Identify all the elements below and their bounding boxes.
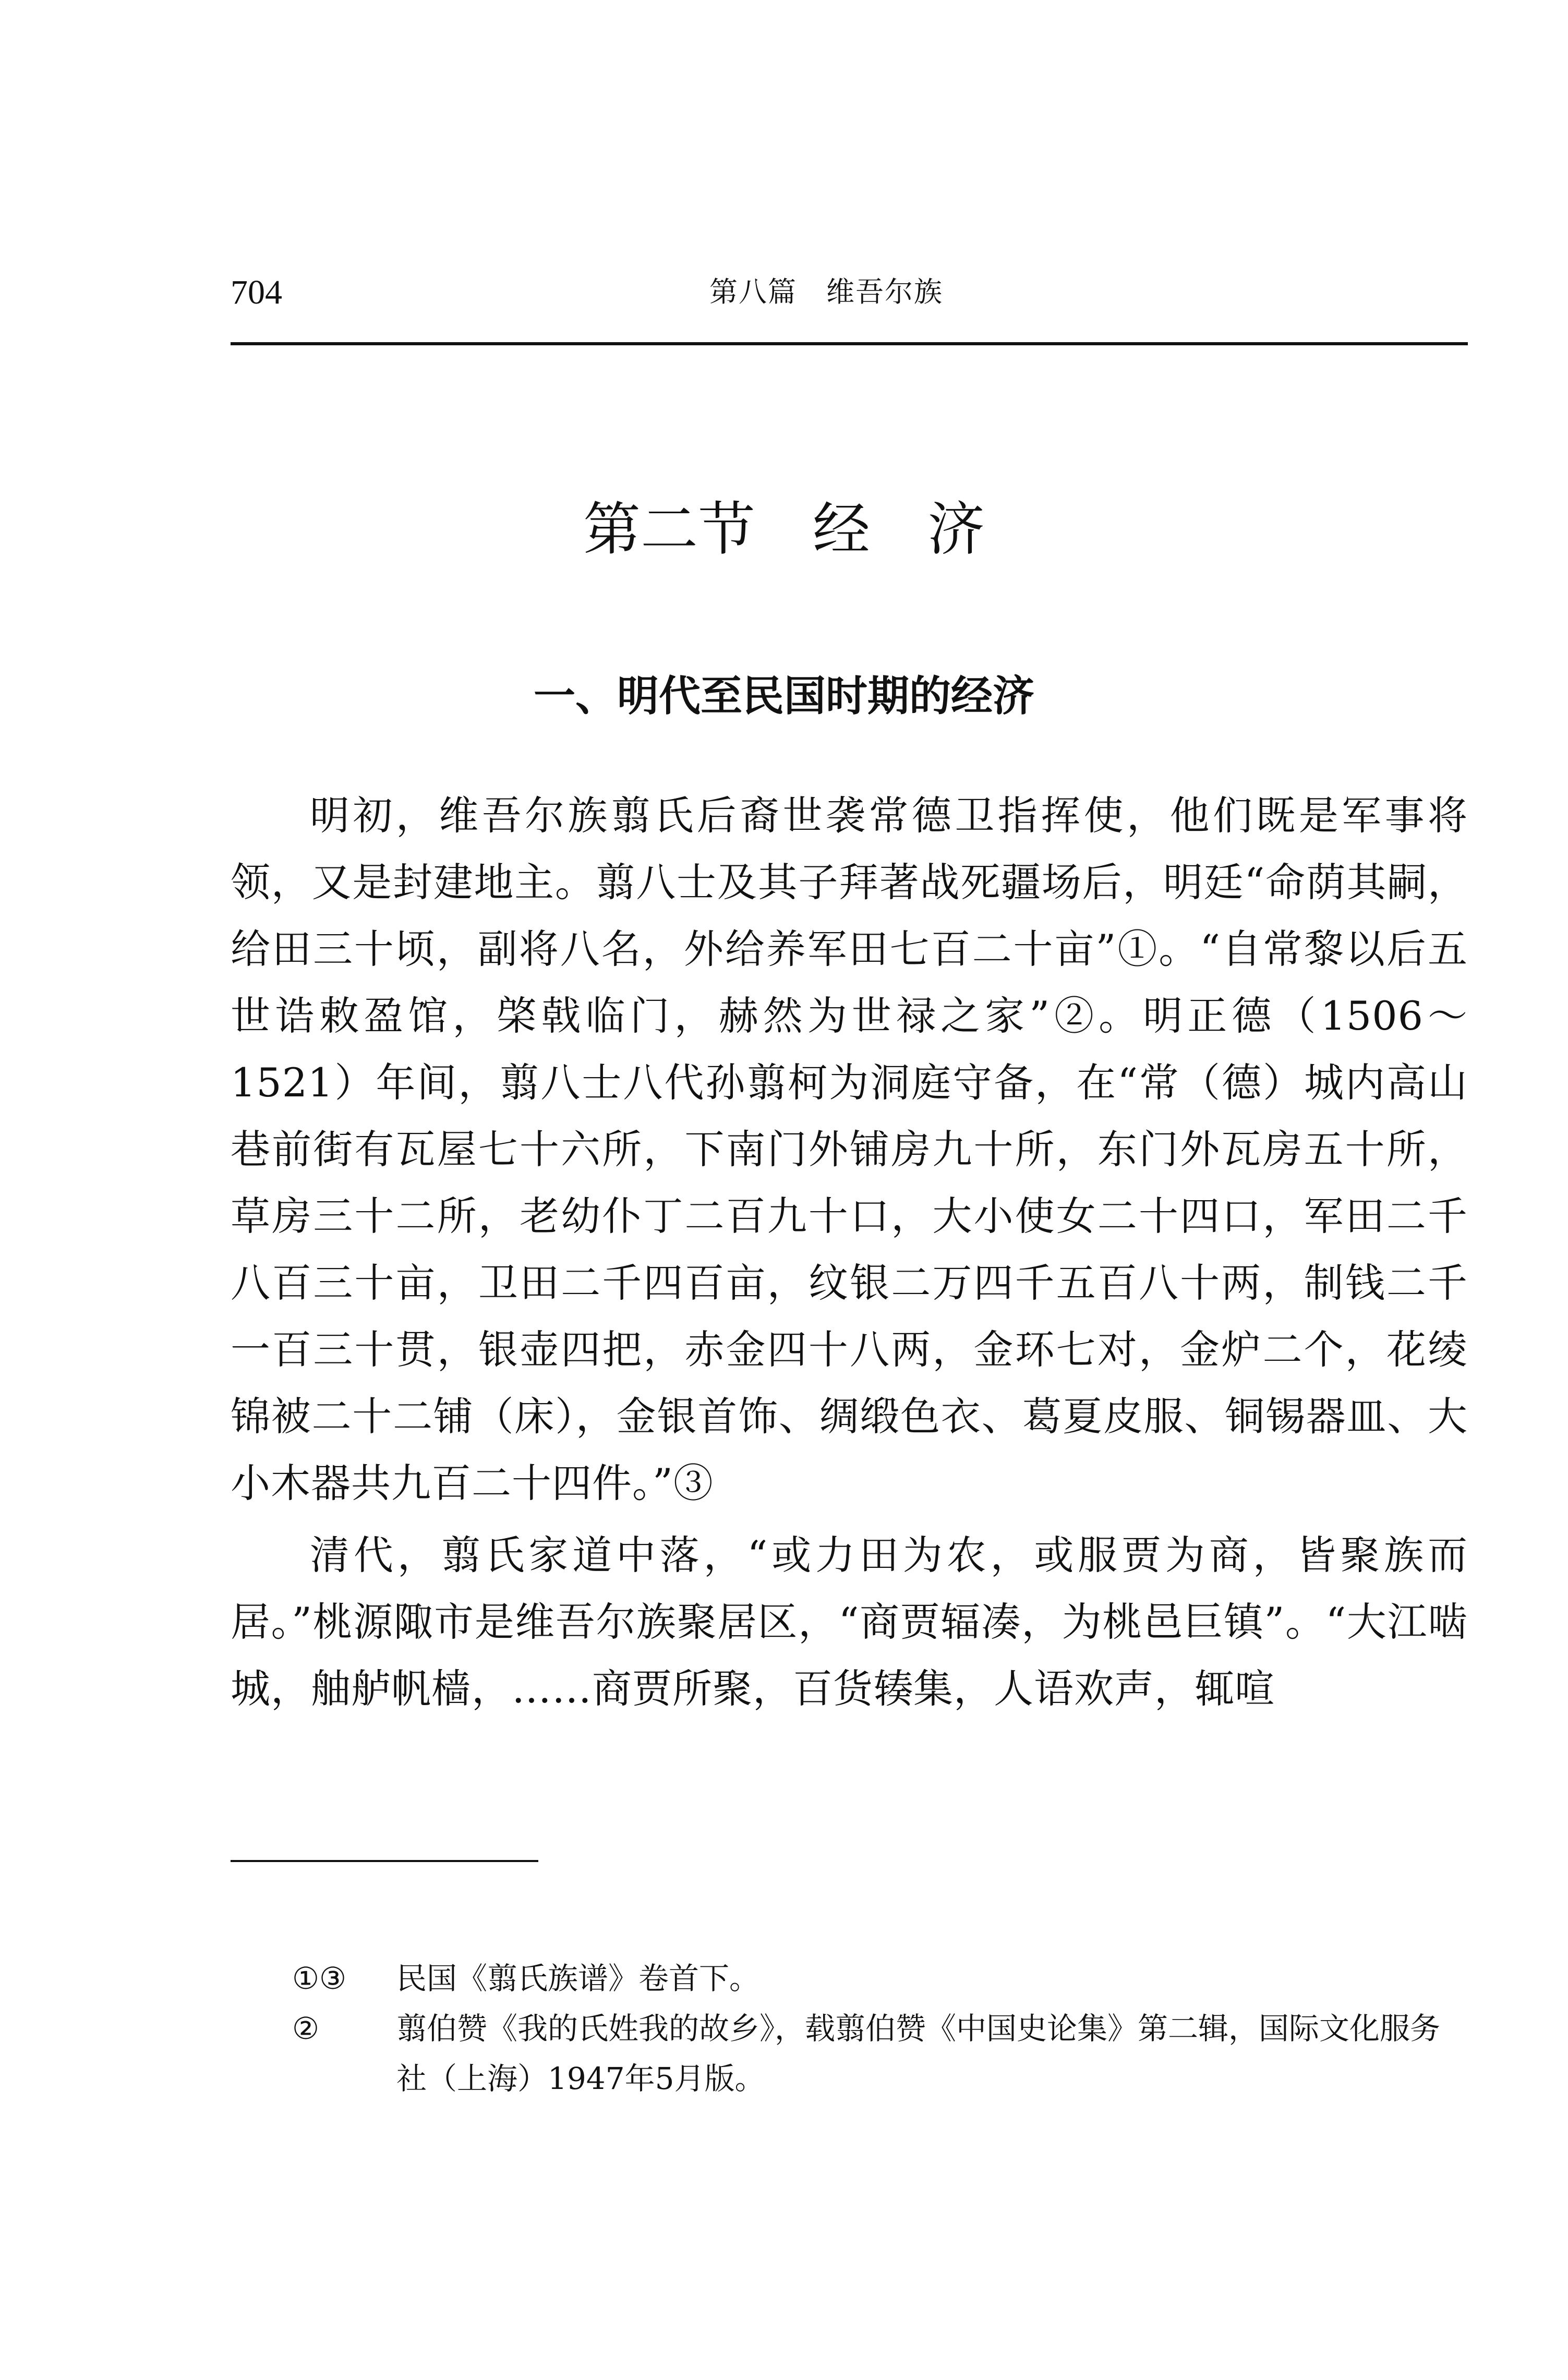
running-header: 第八篇 维吾尔族: [709, 275, 943, 308]
footnote-rule: [231, 1860, 538, 1862]
page-number: 704: [231, 273, 282, 311]
footnote-marker: ②: [292, 2011, 319, 2046]
body-text: [231, 782, 1468, 1727]
subsection-title: 一、明代至民国时期的经济: [534, 672, 1034, 720]
paragraph: 清代，翦氏家道中落，“或力田为农，或服贾为商，皆聚族而居。”桃源陬市是维吾尔族聚居区，“商贾辐凑，为桃邑巨镇”。“大江啮城，舳舻帆樯，……商贾所聚，百货辏集，人语欢声，辄喧: [231, 1532, 1468, 1712]
header-rule: [231, 342, 1468, 345]
section-title: 第二节 经 济: [583, 496, 985, 563]
footnotes: [292, 1953, 1468, 2104]
footnote-marker: ①③: [292, 1961, 346, 1996]
paragraph: 明初，维吾尔族翦氏后裔世袭常德卫指挥使，他们既是军事将领，又是封建地主。翦八士及其子拜著战死疆场后，明廷“命荫其嗣，给田三十顷，副将八名，外给养军田七百二十亩”①。“自常黎以后五世诰敕盈馆，棨戟临门，赫然为世禄之家”②。明正德（1506～1521）年间，翦八士八代孙翦柯为洞庭守备，在“常（德）城内高山巷前街有瓦屋七十六所，下南门外铺房九十所，东门外瓦房五十所，草房三十二所，老幼仆丁二百九十口，大小使女二十四口，军田二千八百三十亩，卫田二千四百亩，纹银二万四千五百八十两，制钱二千一百三十贯，银壶四把，赤金四十八两，金环七对，金炉二个，花绫锦被二十二铺（床），金银首饰、绸缎色衣、葛夏皮服、铜锡器皿、大小木器共九百二十四件。”③: [231, 792, 1468, 1506]
footnote-text: 民国《翦氏族谱》卷首下。: [396, 1961, 760, 1996]
footnote-text: 翦伯赞《我的氏姓我的故乡》，载翦伯赞《中国史论集》第二辑，国际文化服务社（上海）1947年5月版。: [396, 2011, 1441, 2096]
footnote: [292, 1953, 1468, 2003]
footnote: [292, 2003, 1468, 2104]
